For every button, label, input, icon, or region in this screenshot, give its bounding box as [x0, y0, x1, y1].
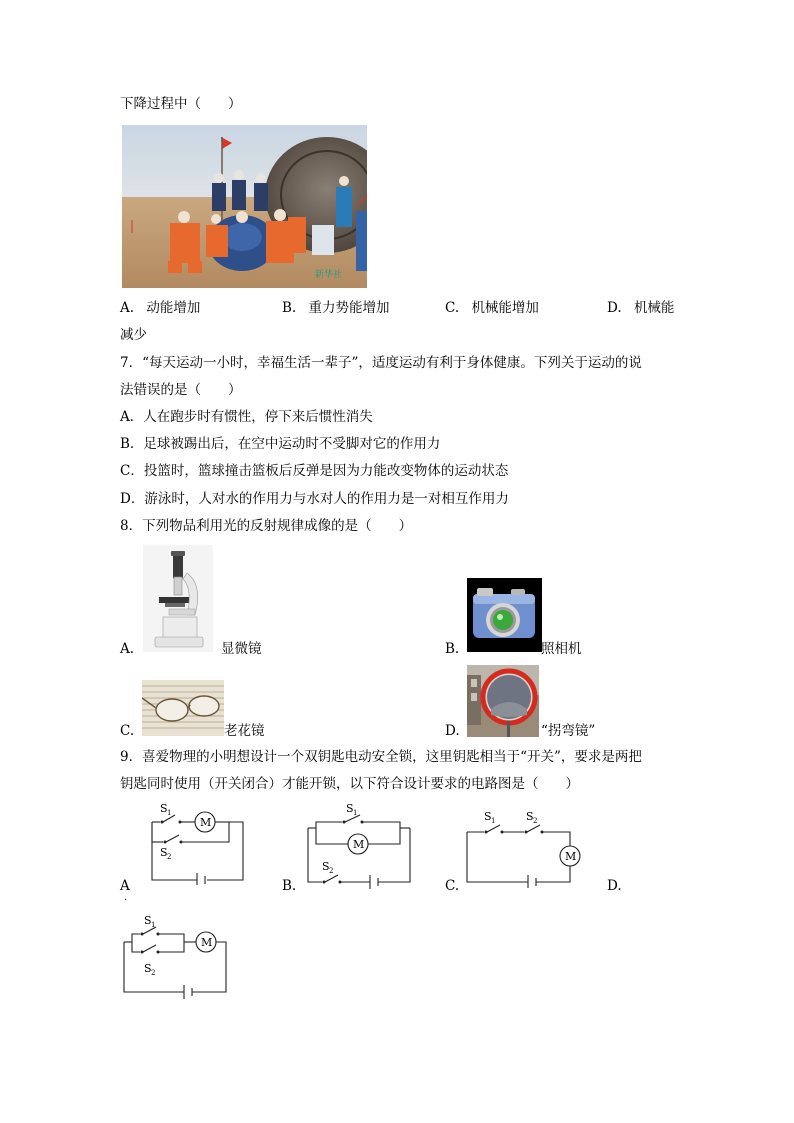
photo-watermark: 新华社 — [315, 270, 343, 280]
circuit-a-s1-sub: 1 — [167, 809, 172, 817]
microscope-image — [143, 545, 213, 652]
circuit-b-motor-label: M — [353, 838, 365, 851]
q8-option-b-letter[interactable]: B. — [445, 641, 460, 657]
circuit-d-s1-label: S — [144, 914, 152, 927]
q6-option-d-wrap: 减少 — [120, 327, 147, 343]
q8-option-c-label: 老花镜 — [224, 723, 265, 739]
q8-option-c-letter[interactable]: C. — [120, 723, 135, 739]
q9-option-a-mark: ． — [124, 892, 134, 903]
circuit-c-s2-sub: 2 — [533, 817, 538, 825]
circuit-b-s2-label: S — [322, 860, 330, 873]
circuit-d-motor-label: M — [201, 936, 213, 949]
circuit-c-s1-label: S — [484, 810, 492, 823]
q7-option-c[interactable]: C．投篮时，篮球撞击篮板后反弹是因为力能改变物体的运动状态 — [120, 463, 509, 479]
q7-stem-line-2: 法错误的是（ ） — [120, 382, 242, 398]
circuit-a-motor-label: M — [200, 816, 212, 829]
q7-option-b[interactable]: B．足球被踢出后，在空中运动时不受脚对它的作用力 — [120, 436, 441, 452]
q8-option-a-label: 显微镜 — [221, 641, 262, 657]
circuit-c-s2-label: S — [526, 810, 534, 823]
q9-stem-line-1: 9．喜爱物理的小明想设计一个双钥匙电动安全锁，这里钥匙相当于“开关”，要求是两把 — [120, 749, 642, 765]
circuit-b-s1-sub: 1 — [353, 809, 358, 817]
q6-option-a[interactable]: A. 动能增加 — [120, 300, 201, 316]
q9-option-d-letter[interactable]: D. — [607, 878, 622, 894]
circuit-d-s2-label: S — [144, 962, 152, 975]
camera-image — [467, 578, 542, 652]
q6-option-d[interactable]: D. 机械能 — [607, 300, 675, 316]
circuit-b-diagram — [300, 800, 420, 890]
q9-option-b-letter[interactable]: B. — [282, 878, 297, 894]
capsule-landing-photo — [122, 125, 367, 288]
q6-option-b[interactable]: B. 重力势能增加 — [282, 300, 390, 316]
q8-option-a-letter[interactable]: A. — [120, 641, 135, 657]
convex-mirror-image — [467, 665, 539, 737]
circuit-d-s1-sub: 1 — [151, 921, 156, 929]
circuit-c-diagram — [462, 808, 582, 888]
circuit-a-s2-label: S — [160, 846, 168, 859]
q9-option-c-letter[interactable]: C. — [445, 878, 460, 894]
q8-option-b-label: 照相机 — [541, 641, 582, 657]
circuit-b-s1-label: S — [346, 802, 354, 815]
circuit-a-s2-sub: 2 — [167, 853, 172, 861]
reading-glasses-image — [142, 680, 224, 736]
q7-option-d[interactable]: D．游泳时，人对水的作用力与水对人的作用力是一对相互作用力 — [120, 491, 509, 507]
circuit-d-s2-sub: 2 — [151, 969, 156, 977]
q6-option-c[interactable]: C. 机械能增加 — [445, 300, 539, 316]
q9-stem-line-2: 钥匙同时使用（开关闭合）才能开锁，以下符合设计要求的电路图是（ ） — [120, 776, 579, 792]
circuit-a-diagram — [125, 800, 250, 885]
q8-option-d-letter[interactable]: D. — [445, 723, 460, 739]
q7-stem-line-1: 7．“每天运动一小时，幸福生活一辈子”，适度运动有利于身体健康。下列关于运动的说 — [120, 355, 642, 371]
circuit-d-diagram — [118, 910, 238, 1002]
q6-stem-tail: 下降过程中（ ） — [120, 96, 242, 112]
circuit-a-s1-label: S — [160, 802, 168, 815]
q8-stem: 8．下列物品利用光的反射规律成像的是（ ） — [120, 518, 413, 534]
circuit-c-s1-sub: 1 — [491, 817, 496, 825]
circuit-c-motor-label: M — [565, 850, 577, 863]
q8-option-d-label: “拐弯镜” — [541, 723, 596, 739]
q9-option-a-letter[interactable]: A — [120, 878, 130, 894]
q7-option-a[interactable]: A．人在跑步时有惯性，停下来后惯性消失 — [120, 409, 373, 425]
circuit-b-s2-sub: 2 — [329, 867, 334, 875]
